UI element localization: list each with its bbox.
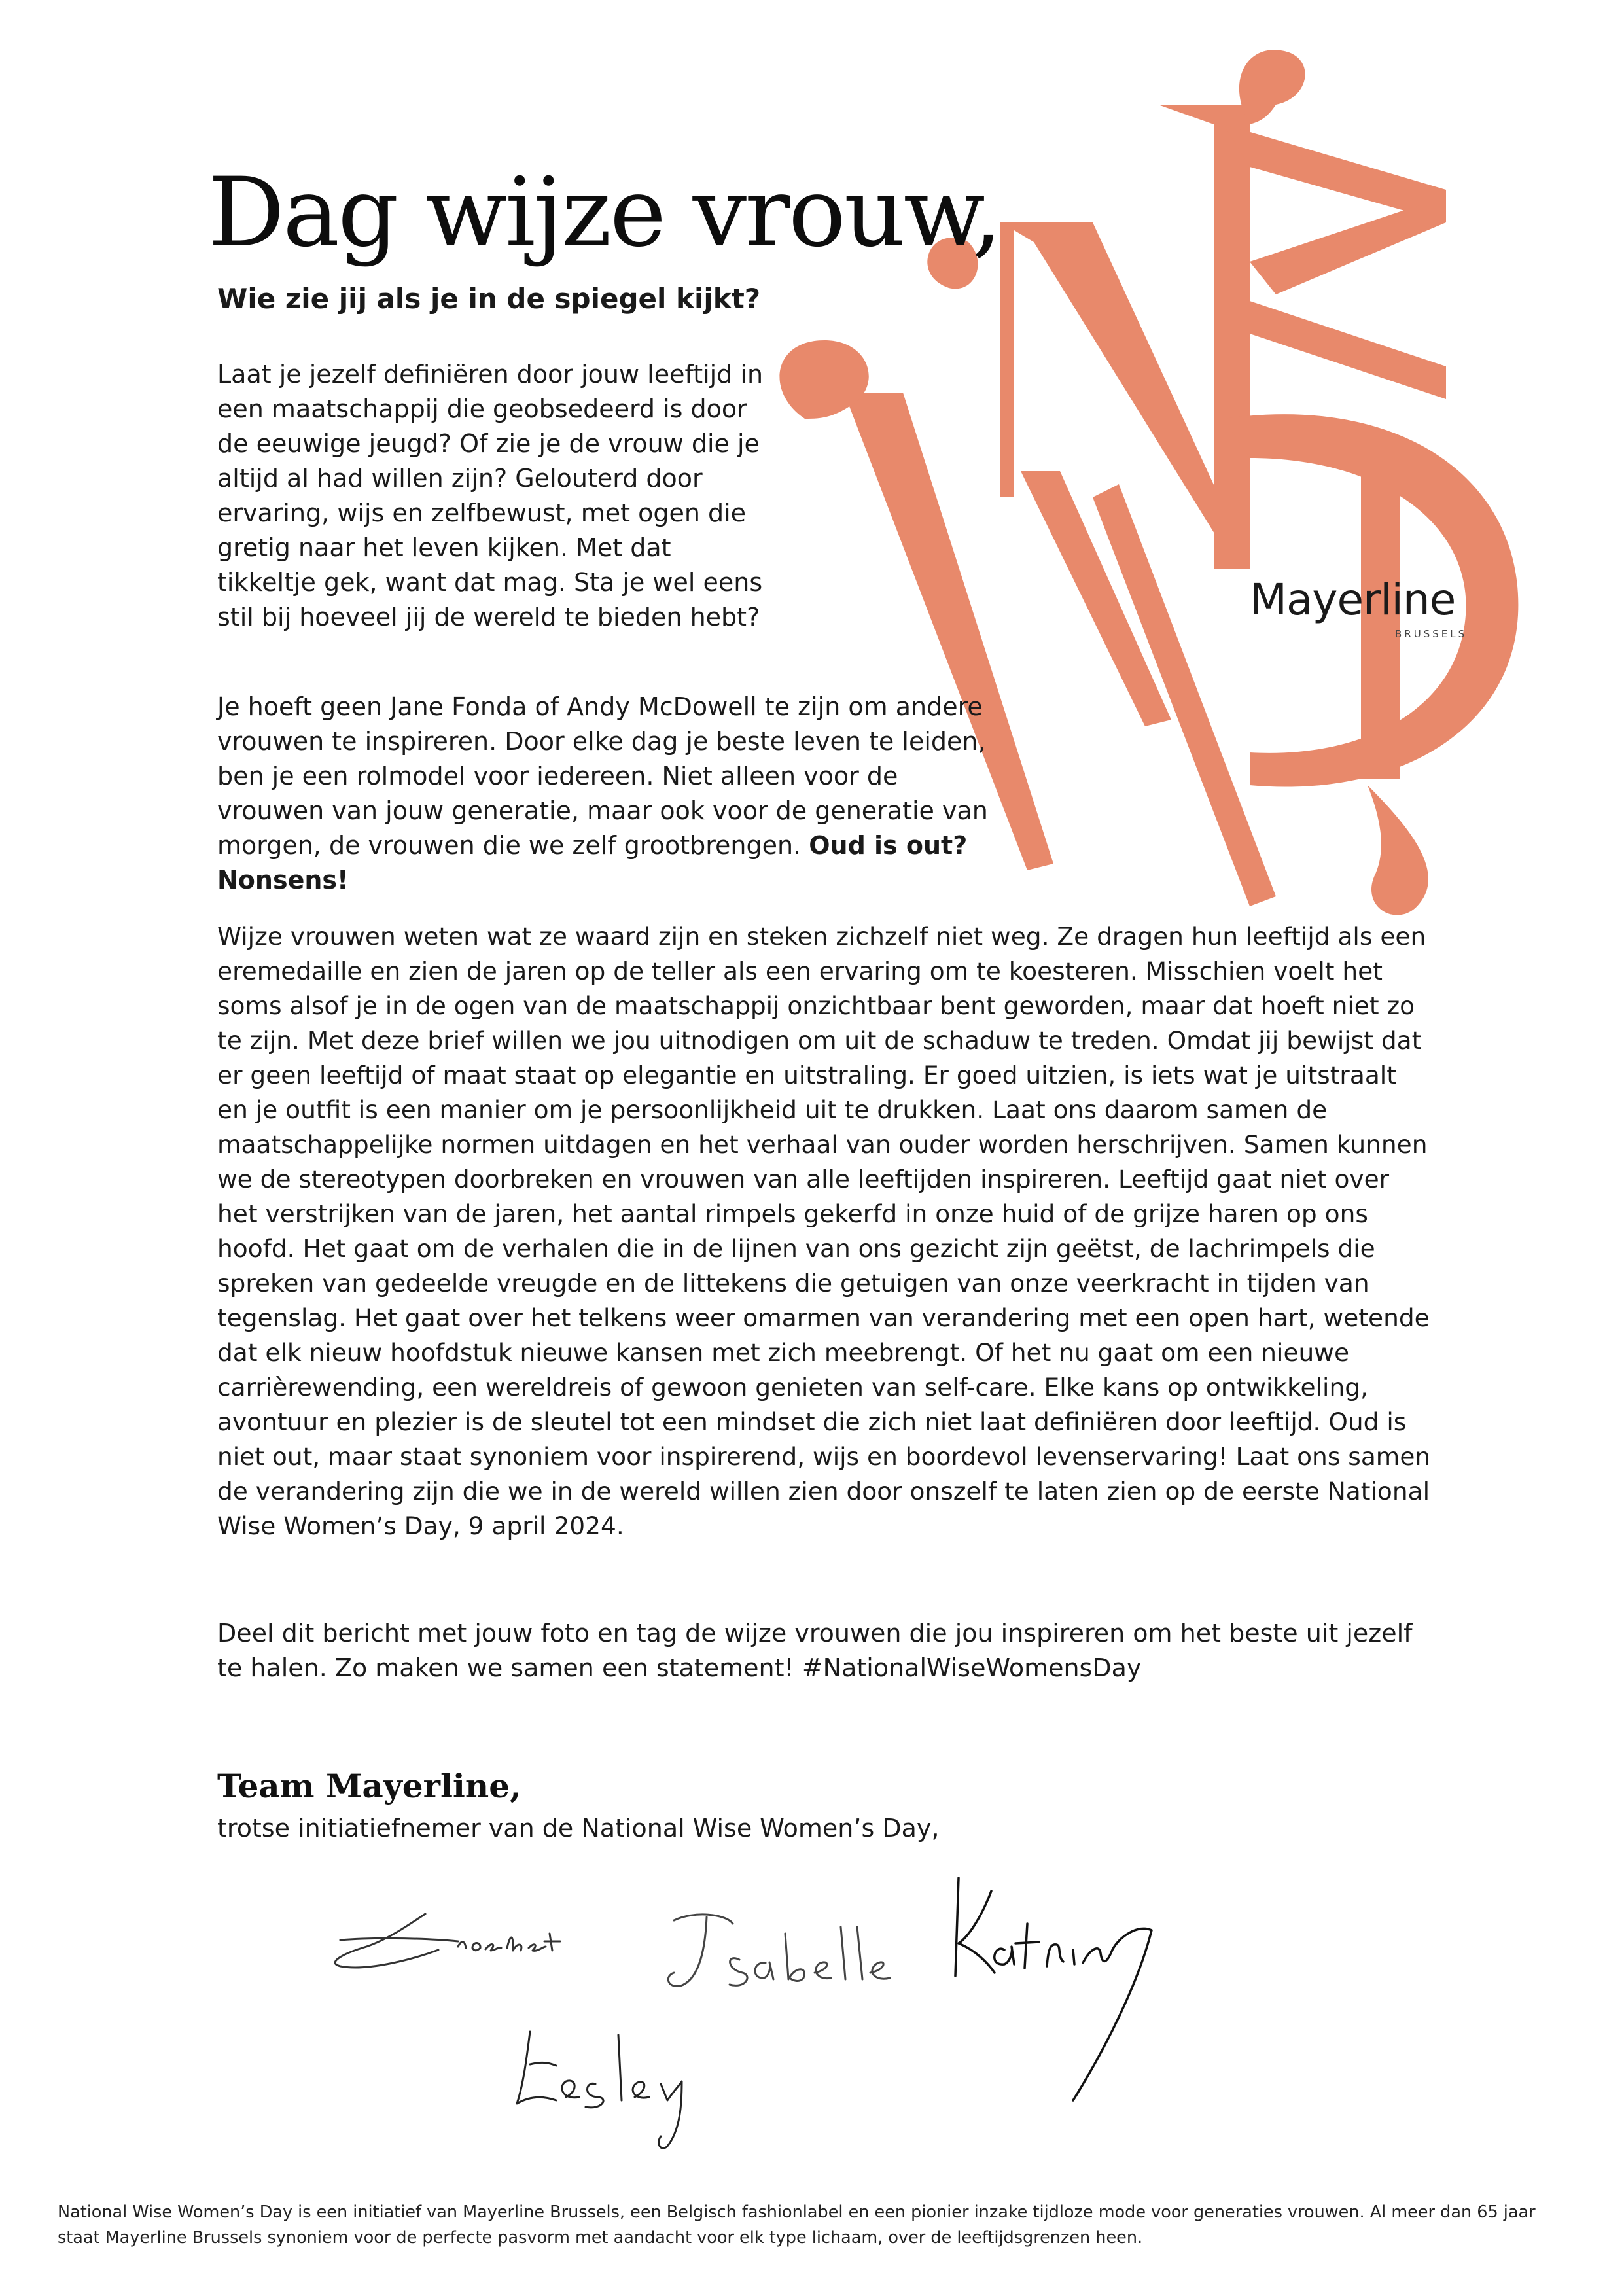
- letter-greeting: Dag wijze vrouw,: [208, 157, 1000, 268]
- signature-isabelle: [654, 1907, 903, 2005]
- letter-paragraph-2: [217, 690, 1009, 898]
- signature-lesley: [504, 2019, 700, 2149]
- letter-paragraph-4: Deel dit bericht met jouw foto en tag de wijze vrouwen die jou inspireren om het beste uit jezelf te halen. Zo maken we samen een statement! #NationalWiseWomensDay: [217, 1619, 1413, 1682]
- brand-logo-text: Mayerline: [1250, 574, 1456, 625]
- paragraph-2-bold-claim: Oud is out? Nonsens!: [217, 831, 968, 894]
- signature-liesbet: [327, 1901, 569, 1973]
- signature-katrien: [942, 1852, 1165, 2113]
- closing-team-name: Team Mayerline,: [217, 1767, 521, 1805]
- mayerline-brand-logo: [1250, 574, 1498, 640]
- monogram-w-top-stroke2: [1250, 196, 1446, 294]
- monogram-w-top-stroke3: [1250, 301, 1446, 399]
- monogram-d-lower-swash: [1368, 785, 1428, 915]
- letter-question: Wie zie jij als je in de spiegel kijkt?: [217, 283, 761, 315]
- monogram-n-left-stem: [1000, 222, 1014, 497]
- closing-role: trotse initiatiefnemer van de National Wise Women’s Day,: [217, 1814, 940, 1843]
- letter-paragraph-1: Laat je jezelf definiëren door jouw leeftijd in een maatschappij die geobsedeerd is door de eeuwige jeugd? Of zie je de vrouw die je altijd al had willen zijn? Gelouterd door ervaring, wijs en zelfbewust, met ogen die gretig naar het leven kijken. Met dat tikkeltje gek, want dat mag. Sta je wel eens stil bij hoeveel jij de wereld te bieden hebt?: [217, 360, 764, 631]
- monogram-w-top-swash: [1239, 50, 1305, 124]
- letter-paragraph-3: Wijze vrouwen weten wat ze waard zijn en steken zichzelf niet weg. Ze dragen hun leeftijd als een eremedaille en zien de jaren op de teller als een ervaring om te koesteren. Misschien voelt het soms alsof je in de ogen van de maatschappij onzichtbaar bent geworden, maar dat hoeft niet zo te zijn. Met deze brief willen we jou uitnodigen om uit de schaduw te treden. Omdat jij bewijst dat er geen leeftijd of maat staat op elegantie en uitstraling. Er goed uitzien, is iets wat je uitstraalt en je outfit is een manier om je persoonlijkheid uit te drukken. Laat ons daarom samen de maatschappelijke normen uitdagen en het verhaal van ouder worden herschrijven. Samen kunnen we de stereotypen doorbreken en vrouwen van alle leeftijden inspireren. Leeftijd gaat niet over het verstrijken van de jaren, het aantal rimpels gekerfd in onze huid of de grijze haren op ons hoofd. Het gaat om de verhalen die in de lijnen van ons gezicht zijn geëtst, de lachrimpels die spreken van gedeelde vreugde en de littekens die getuigen van onze veerkracht in tijden van tegenslag. Het gaat over het telkens weer omarmen van verandering met een open hart, wetende dat elk nieuw hoofdstuk nieuwe kansen met zich meebrengt. Of het nu gaat om een nieuwe carrièrewending, een wereldreis of gewoon genieten van self-care. Elke kans op ontwikkeling, avontuur en plezier is de sleutel tot een mindset die zich niet laat definiëren door leeftijd. Oud is niet out, maar staat synoniem voor inspirerend, wijs en boordevol levenservaring! Laat ons samen de verandering zijn die we in de wereld willen zien door onszelf te laten zien op de eerste National Wise Women’s Day, 9 april 2024.: [217, 922, 1431, 1540]
- footer-note: National Wise Women’s Day is een initiatief van Mayerline Brussels, een Belgisch fashionlabel en een pionier inzake tijdloze mode voor generaties vrouwen. Al meer dan 65 jaar staat Mayerline Brussels synoniem voor de perfecte pasvorm met aandacht voor elk type lichaam, over de leeftijdsgrenzen heen.: [58, 2202, 1536, 2248]
- paragraph-2-text: Je hoeft geen Jane Fonda of Andy McDowell te zijn om andere vrouwen te inspireren. Door elke dag je beste leven te leiden, ben je een rolmodel voor iedereen. Niet alleen voor de vrouwen van jouw generatie, maar ook voor de generatie van morgen, de vrouwen die we zelf grootbrengen.: [217, 692, 988, 860]
- brand-logo-subtext: BRUSSELS: [1395, 628, 1468, 640]
